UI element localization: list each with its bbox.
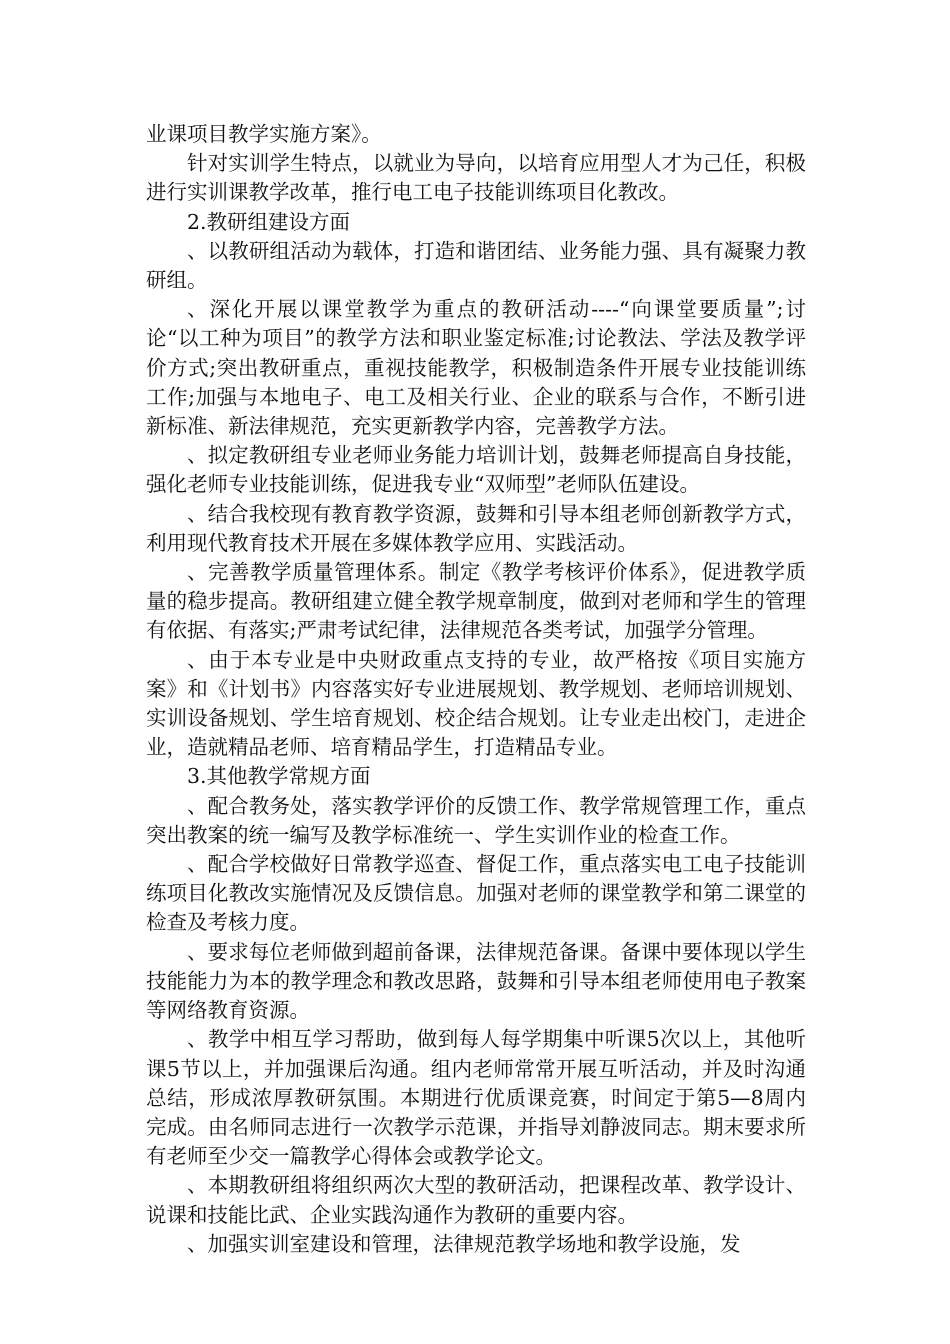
paragraph-item: 、配合学校做好日常教学巡查、督促工作，重点落实电工电子技能训练项目化教改实施情况及反馈信息。加强对老师的课堂教学和第二课堂的检查及考核力度。 — [146, 852, 806, 935]
paragraph-item: 、加强实训室建设和管理，法律规范教学场地和教学设施，发 — [187, 1231, 741, 1256]
document-body — [146, 120, 806, 1259]
paragraph-continuation: 业课项目教学实施方案》。 — [146, 122, 382, 146]
paragraph-training-reform: 针对实训学生特点，以就业为导向，以培育应用型人才为己任，积极进行实训课教学改革，推行电工电子技能训练项目化教改。 — [146, 151, 806, 205]
paragraph-item: 、结合我校现有教育教学资源，鼓舞和引导本组老师创新教学方式，利用现代教育技术开展在多媒体教学应用、实践活动。 — [146, 501, 806, 555]
paragraph-item: 、完善教学质量管理体系。制定《教学考核评价体系》，促进教学质量的稳步提高。教研组建立健全教学规章制度，做到对老师和学生的管理有依据、有落实;严肃考试纪律，法律规范各类考试，加强学分管理。 — [146, 560, 806, 643]
paragraph-item: 、本期教研组将组织两次大型的教研活动，把课程改革、教学设计、说课和技能比武、企业实践沟通作为教研的重要内容。 — [146, 1173, 806, 1227]
paragraph-item: 、教学中相互学习帮助，做到每人每学期集中听课5次以上，其他听课5节以上，并加强课后沟通。组内老师常常开展互听活动，并及时沟通总结，形成浓厚教研氛围。本期进行优质课竞赛，时间定于第5—8周内完成。由名师同志进行一次教学示范课，并指导刘静波同志。期末要求所有老师至少交一篇教学心得体会或教学论文。 — [146, 1027, 806, 1169]
section-heading-2: 2.教研组建设方面 — [187, 209, 351, 234]
section-heading-3: 3.其他教学常规方面 — [187, 764, 371, 789]
paragraph-item: 、配合教务处，落实教学评价的反馈工作、教学常规管理工作，重点突出教案的统一编写及教学标准统一、学生实训作业的检查工作。 — [146, 793, 806, 847]
paragraph-item: 、要求每位老师做到超前备课，法律规范备课。备课中要体现以学生技能能力为本的教学理念和教改思路，鼓舞和引导本组老师使用电子教案等网络教育资源。 — [146, 939, 806, 1023]
paragraph-item: 、由于本专业是中央财政重点支持的专业，故严格按《项目实施方案》和《计划书》内容落实好专业进展规划、教学规划、老师培训规划、实训设备规划、学生培育规划、校企结合规划。让专业走出校门，走进企业，造就精品老师、培育精品学生，打造精品专业。 — [146, 647, 806, 760]
paragraph-item: 、以教研组活动为载体，打造和谐团结、业务能力强、具有凝聚力教研组。 — [146, 238, 806, 293]
paragraph-item: 、拟定教研组专业老师业务能力培训计划，鼓舞老师提高自身技能，强化老师专业技能训练，促进我专业“双师型”老师队伍建设。 — [146, 443, 806, 497]
paragraph-item: 、深化开展以课堂教学为重点的教研活动----“向课堂要质量”;讨论“以工种为项目”的教学方法和职业鉴定标准;讨论教法、学法及教学评价方式;突出教研重点，重视技能教学，积极制造条件开展专业技能训练工作;加强与本地电子、电工及相关行业、企业的联系与合作，不断引进新标准、新法律规范，充实更新教学内容，完善教学方法。 — [146, 297, 806, 439]
